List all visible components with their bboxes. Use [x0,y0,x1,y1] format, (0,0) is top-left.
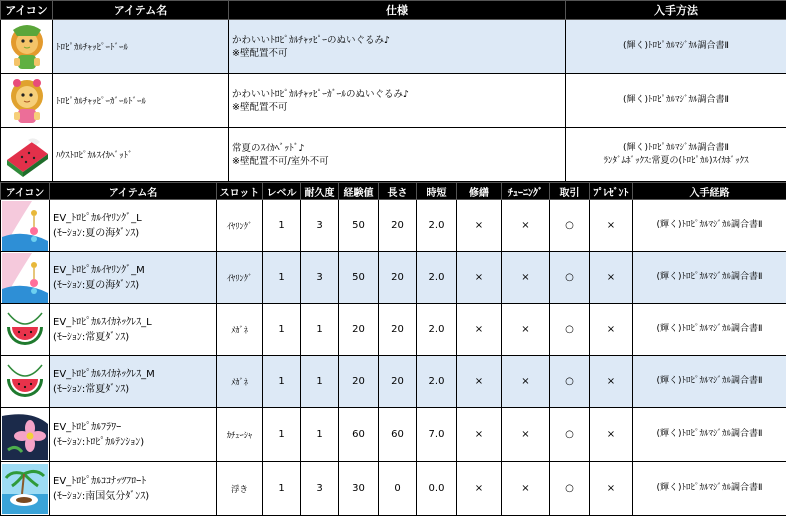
table-row [1,20,786,74]
spec-line: かわいいﾄﾛﾋﾟｶﾙﾁｬｯﾋﾟｰｶﾞｰﾙのぬいぐるみ♪ [232,88,565,101]
cell-slot: 浮き [217,462,263,516]
spec-line: 常夏のｽｲｶﾍﾞｯﾄﾞ♪ [232,142,565,155]
header-trade: 取引 [550,183,590,200]
cell-gift: × [590,462,633,516]
item-name: ﾊｳｽﾄﾛﾋﾟｶﾙｽｲｶﾍﾞｯﾄﾞ [53,128,229,182]
cell-acquisition-route: (輝く)ﾄﾛﾋﾟｶﾙﾏｼﾞｶﾙ調合書Ⅱ [633,462,786,516]
cell-tuning: × [502,200,550,252]
earring-icon [1,200,50,252]
furniture-table [0,0,786,182]
cell-trade: ○ [550,462,590,516]
table-row [1,200,786,252]
header-length: 長さ [379,183,417,200]
cell-level: 1 [263,408,301,462]
header-time-reduction: 時短 [417,183,457,200]
cell-length: 60 [379,408,417,462]
item-motion-line: (ﾓｰｼｮﾝ:常夏ﾀﾞﾝｽ) [53,330,216,345]
cell-level: 1 [263,356,301,408]
cell-gift: × [590,200,633,252]
spec-line: かわいいﾄﾛﾋﾟｶﾙﾁｬｯﾋﾟｰのぬいぐるみ♪ [232,34,565,47]
cell-repair: × [457,408,502,462]
table-row [1,74,786,128]
cell-time-reduction: 2.0 [417,252,457,304]
cell-tuning: × [502,304,550,356]
cell-level: 1 [263,200,301,252]
equipment-table-header [1,183,786,200]
cell-tuning: × [502,462,550,516]
item-name-line: EV_ﾄﾛﾋﾟｶﾙｽｲｶﾈｯｸﾚｽ_L [53,315,216,330]
item-motion-line: (ﾓｰｼｮﾝ:夏の海ﾀﾞﾝｽ) [53,226,216,241]
cell-acquisition-route: (輝く)ﾄﾛﾋﾟｶﾙﾏｼﾞｶﾙ調合書Ⅱ [633,252,786,304]
cell-level: 1 [263,252,301,304]
table-row [1,356,786,408]
cell-time-reduction: 7.0 [417,408,457,462]
cell-experience: 30 [339,462,379,516]
item-name [50,408,217,462]
cell-experience: 20 [339,304,379,356]
header-item-name: アイテム名 [50,183,217,200]
spec-note: ※壁配置不可 [232,47,565,60]
cell-tuning: × [502,252,550,304]
cell-trade: ○ [550,408,590,462]
header-durability: 耐久度 [301,183,339,200]
cell-trade: ○ [550,304,590,356]
acquisition-line: (輝く)ﾄﾛﾋﾟｶﾙﾏｼﾞｶﾙ調合書Ⅱ [566,94,786,107]
acquisition-line: (輝く)ﾄﾛﾋﾟｶﾙﾏｼﾞｶﾙ調合書Ⅱ [566,142,786,155]
cell-durability: 1 [301,356,339,408]
cell-slot: ｲﾔﾘﾝｸﾞ [217,252,263,304]
header-repair: 修繕 [457,183,502,200]
item-name: ﾄﾛﾋﾟｶﾙﾁｬｯﾋﾟｰﾄﾞｰﾙ [53,20,229,74]
acquisition-line: ﾗﾝﾀﾞﾑﾎﾞｯｸｽ:常夏の(ﾄﾛﾋﾟｶﾙ)ｽｲｶﾎﾞｯｸｽ [566,155,786,168]
table-row [1,408,786,462]
cell-repair: × [457,462,502,516]
furniture-table-header [1,1,786,20]
item-spec [229,128,566,182]
cell-trade: ○ [550,356,590,408]
cell-experience: 50 [339,252,379,304]
item-name-line: EV_ﾄﾛﾋﾟｶﾙｲﾔﾘﾝｸﾞ_M [53,263,216,278]
coconut-float-icon [1,462,50,516]
table-row [1,462,786,516]
cell-trade: ○ [550,252,590,304]
cell-length: 20 [379,304,417,356]
cell-acquisition-route: (輝く)ﾄﾛﾋﾟｶﾙﾏｼﾞｶﾙ調合書Ⅱ [633,356,786,408]
item-name-line: EV_ﾄﾛﾋﾟｶﾙﾌﾗﾜｰ [53,420,216,435]
spec-note: ※壁配置不可/室外不可 [232,155,565,168]
cell-gift: × [590,356,633,408]
header-icon: アイコン [1,183,50,200]
cell-length: 0 [379,462,417,516]
cell-slot: ﾒｶﾞﾈ [217,356,263,408]
header-acquisition: 入手方法 [566,1,786,20]
item-name-line: EV_ﾄﾛﾋﾟｶﾙｺｺﾅｯﾂﾌﾛｰﾄ [53,474,216,489]
cell-durability: 1 [301,304,339,356]
item-acquisition [566,74,786,128]
cell-slot: ｶﾁｭｰｼｬ [217,408,263,462]
earring-icon [1,252,50,304]
cell-level: 1 [263,462,301,516]
header-acquisition-route: 入手経路 [633,183,786,200]
item-acquisition [566,20,786,74]
lion-doll-icon [1,20,53,74]
cell-durability: 3 [301,200,339,252]
table-row [1,252,786,304]
cell-repair: × [457,252,502,304]
cell-time-reduction: 2.0 [417,304,457,356]
item-name-line: EV_ﾄﾛﾋﾟｶﾙｽｲｶﾈｯｸﾚｽ_M [53,367,216,382]
watermelon-necklace-icon [1,304,50,356]
header-level: レベル [263,183,301,200]
cell-level: 1 [263,304,301,356]
table-row [1,128,786,182]
item-motion-line: (ﾓｰｼｮﾝ:ﾄﾛﾋﾟｶﾙﾃﾝｼｮﾝ) [53,435,216,450]
cell-repair: × [457,304,502,356]
cell-acquisition-route: (輝く)ﾄﾛﾋﾟｶﾙﾏｼﾞｶﾙ調合書Ⅱ [633,408,786,462]
cell-durability: 1 [301,408,339,462]
cell-trade: ○ [550,200,590,252]
item-motion-line: (ﾓｰｼｮﾝ:南国気分ﾀﾞﾝｽ) [53,489,216,504]
item-name [50,462,217,516]
item-spec [229,20,566,74]
item-name [50,304,217,356]
item-name: ﾄﾛﾋﾟｶﾙﾁｬｯﾋﾟｰｶﾞｰﾙﾄﾞｰﾙ [53,74,229,128]
cell-time-reduction: 0.0 [417,462,457,516]
equipment-table [0,182,786,516]
cell-length: 20 [379,200,417,252]
item-name [50,356,217,408]
cell-repair: × [457,200,502,252]
cell-experience: 60 [339,408,379,462]
acquisition-line: (輝く)ﾄﾛﾋﾟｶﾙﾏｼﾞｶﾙ調合書Ⅱ [566,40,786,53]
header-experience: 経験値 [339,183,379,200]
cell-time-reduction: 2.0 [417,200,457,252]
cell-length: 20 [379,356,417,408]
cell-slot: ﾒｶﾞﾈ [217,304,263,356]
cell-gift: × [590,252,633,304]
header-item-name: アイテム名 [53,1,229,20]
item-motion-line: (ﾓｰｼｮﾝ:夏の海ﾀﾞﾝｽ) [53,278,216,293]
cell-acquisition-route: (輝く)ﾄﾛﾋﾟｶﾙﾏｼﾞｶﾙ調合書Ⅱ [633,304,786,356]
header-gift: ﾌﾟﾚｾﾞﾝﾄ [590,183,633,200]
cell-experience: 20 [339,356,379,408]
lion-girl-doll-icon [1,74,53,128]
header-slot: スロット [217,183,263,200]
cell-tuning: × [502,408,550,462]
cell-gift: × [590,304,633,356]
item-spec [229,74,566,128]
cell-acquisition-route: (輝く)ﾄﾛﾋﾟｶﾙﾏｼﾞｶﾙ調合書Ⅱ [633,200,786,252]
spec-note: ※壁配置不可 [232,101,565,114]
item-motion-line: (ﾓｰｼｮﾝ:常夏ﾀﾞﾝｽ) [53,382,216,397]
cell-repair: × [457,356,502,408]
item-name-line: EV_ﾄﾛﾋﾟｶﾙｲﾔﾘﾝｸﾞ_L [53,211,216,226]
header-tuning: ﾁｭｰﾆﾝｸﾞ [502,183,550,200]
cell-time-reduction: 2.0 [417,356,457,408]
cell-durability: 3 [301,252,339,304]
header-icon: アイコン [1,1,53,20]
item-name [50,252,217,304]
header-spec: 仕様 [229,1,566,20]
watermelon-necklace-icon [1,356,50,408]
cell-durability: 3 [301,462,339,516]
item-acquisition [566,128,786,182]
cell-length: 20 [379,252,417,304]
table-row [1,304,786,356]
flower-icon [1,408,50,462]
cell-slot: ｲﾔﾘﾝｸﾞ [217,200,263,252]
watermelon-bed-icon [1,128,53,182]
item-name [50,200,217,252]
cell-experience: 50 [339,200,379,252]
cell-gift: × [590,408,633,462]
cell-tuning: × [502,356,550,408]
